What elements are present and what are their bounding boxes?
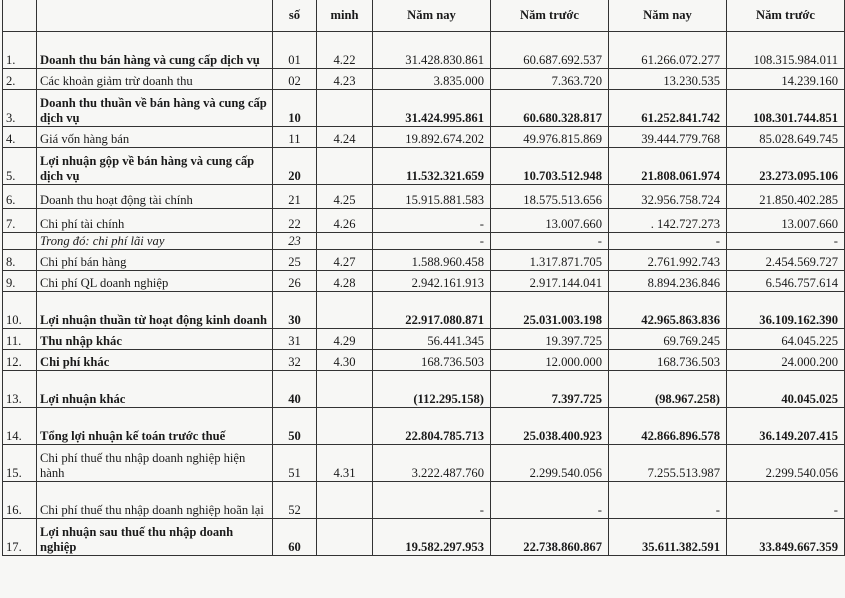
income-statement-table bbox=[2, 0, 845, 556]
value-current-ytd: 7.255.513.987 bbox=[609, 445, 727, 482]
row-note: 4.25 bbox=[317, 185, 373, 209]
row-code: 10 bbox=[273, 90, 317, 127]
row-label: Tổng lợi nhuận kế toán trước thuế bbox=[37, 408, 273, 445]
value-previous-period: 2.299.540.056 bbox=[491, 445, 609, 482]
value-previous-period: 18.575.513.656 bbox=[491, 185, 609, 209]
value-previous-period: 60.680.328.817 bbox=[491, 90, 609, 127]
value-current-period: 2.942.161.913 bbox=[373, 271, 491, 292]
row-code: 51 bbox=[273, 445, 317, 482]
table-row bbox=[3, 127, 845, 148]
header-current-period: Năm nay bbox=[373, 0, 491, 32]
value-previous-ytd: 24.000.200 bbox=[727, 350, 845, 371]
table-row bbox=[3, 408, 845, 445]
table-row bbox=[3, 209, 845, 233]
value-previous-ytd: 6.546.757.614 bbox=[727, 271, 845, 292]
value-current-ytd: 13.230.535 bbox=[609, 69, 727, 90]
row-note bbox=[317, 519, 373, 556]
table-row bbox=[3, 148, 845, 185]
table-row bbox=[3, 519, 845, 556]
row-note: 4.28 bbox=[317, 271, 373, 292]
value-current-period: 22.917.080.871 bbox=[373, 292, 491, 329]
row-number bbox=[3, 233, 37, 250]
value-current-period: 11.532.321.659 bbox=[373, 148, 491, 185]
row-note bbox=[317, 90, 373, 127]
value-current-ytd: 32.956.758.724 bbox=[609, 185, 727, 209]
value-previous-period: 7.363.720 bbox=[491, 69, 609, 90]
value-previous-period: 60.687.692.537 bbox=[491, 32, 609, 69]
value-current-ytd: 39.444.779.768 bbox=[609, 127, 727, 148]
row-number: 4. bbox=[3, 127, 37, 148]
table-row bbox=[3, 185, 845, 209]
value-previous-period: 22.738.860.867 bbox=[491, 519, 609, 556]
value-previous-ytd: - bbox=[727, 233, 845, 250]
row-label: Lợi nhuận sau thuế thu nhập doanh nghiệp bbox=[37, 519, 273, 556]
row-number: 15. bbox=[3, 445, 37, 482]
value-current-ytd: 69.769.245 bbox=[609, 329, 727, 350]
row-note: 4.30 bbox=[317, 350, 373, 371]
row-code: 31 bbox=[273, 329, 317, 350]
value-current-ytd: 42.965.863.836 bbox=[609, 292, 727, 329]
value-previous-period: 2.917.144.041 bbox=[491, 271, 609, 292]
row-code: 60 bbox=[273, 519, 317, 556]
value-previous-ytd: 85.028.649.745 bbox=[727, 127, 845, 148]
table-row bbox=[3, 445, 845, 482]
table-header-row bbox=[3, 0, 845, 32]
row-label: Doanh thu hoạt động tài chính bbox=[37, 185, 273, 209]
value-previous-ytd: 23.273.095.106 bbox=[727, 148, 845, 185]
row-number: 5. bbox=[3, 148, 37, 185]
header-item bbox=[37, 0, 273, 32]
header-previous-ytd: Năm trước bbox=[727, 0, 845, 32]
row-label: Chi phí tài chính bbox=[37, 209, 273, 233]
table-row bbox=[3, 69, 845, 90]
row-number: 14. bbox=[3, 408, 37, 445]
value-current-period: - bbox=[373, 233, 491, 250]
row-code: 21 bbox=[273, 185, 317, 209]
value-current-period: 31.428.830.861 bbox=[373, 32, 491, 69]
value-current-period: 22.804.785.713 bbox=[373, 408, 491, 445]
value-current-ytd: 42.866.896.578 bbox=[609, 408, 727, 445]
row-note: 4.29 bbox=[317, 329, 373, 350]
row-label: Chi phí thuế thu nhập doanh nghiệp hiện hành bbox=[37, 445, 273, 482]
row-note: 4.23 bbox=[317, 69, 373, 90]
table-row bbox=[3, 371, 845, 408]
row-note: 4.26 bbox=[317, 209, 373, 233]
row-number: 13. bbox=[3, 371, 37, 408]
value-previous-ytd: - bbox=[727, 482, 845, 519]
value-previous-ytd: 64.045.225 bbox=[727, 329, 845, 350]
row-note bbox=[317, 371, 373, 408]
row-code: 40 bbox=[273, 371, 317, 408]
value-current-period: 15.915.881.583 bbox=[373, 185, 491, 209]
row-label: Chi phí thuế thu nhập doanh nghiệp hoãn lại bbox=[37, 482, 273, 519]
row-label: Chi phí bán hàng bbox=[37, 250, 273, 271]
row-code: 32 bbox=[273, 350, 317, 371]
row-code: 23 bbox=[273, 233, 317, 250]
row-number: 9. bbox=[3, 271, 37, 292]
header-note: minh bbox=[317, 0, 373, 32]
row-label: Trong đó: chi phí lãi vay bbox=[37, 233, 273, 250]
row-number: 16. bbox=[3, 482, 37, 519]
value-previous-period: 25.038.400.923 bbox=[491, 408, 609, 445]
row-code: 01 bbox=[273, 32, 317, 69]
value-current-period: 31.424.995.861 bbox=[373, 90, 491, 127]
value-current-period: - bbox=[373, 209, 491, 233]
row-note bbox=[317, 292, 373, 329]
row-number: 8. bbox=[3, 250, 37, 271]
row-number: 17. bbox=[3, 519, 37, 556]
row-note: 4.27 bbox=[317, 250, 373, 271]
row-label: Lợi nhuận khác bbox=[37, 371, 273, 408]
header-previous-period: Năm trước bbox=[491, 0, 609, 32]
row-label: Doanh thu bán hàng và cung cấp dịch vụ bbox=[37, 32, 273, 69]
value-previous-period: 25.031.003.198 bbox=[491, 292, 609, 329]
row-label: Giá vốn hàng bán bbox=[37, 127, 273, 148]
row-number: 10. bbox=[3, 292, 37, 329]
row-code: 22 bbox=[273, 209, 317, 233]
row-note bbox=[317, 408, 373, 445]
value-previous-ytd: 14.239.160 bbox=[727, 69, 845, 90]
row-number: 6. bbox=[3, 185, 37, 209]
row-code: 02 bbox=[273, 69, 317, 90]
value-previous-ytd: 33.849.667.359 bbox=[727, 519, 845, 556]
value-current-period: 1.588.960.458 bbox=[373, 250, 491, 271]
row-code: 11 bbox=[273, 127, 317, 148]
row-note: 4.31 bbox=[317, 445, 373, 482]
value-current-period: - bbox=[373, 482, 491, 519]
value-previous-period: - bbox=[491, 482, 609, 519]
value-previous-period: 12.000.000 bbox=[491, 350, 609, 371]
row-note bbox=[317, 482, 373, 519]
value-current-ytd: 61.252.841.742 bbox=[609, 90, 727, 127]
value-current-period: 19.892.674.202 bbox=[373, 127, 491, 148]
table-row bbox=[3, 250, 845, 271]
value-previous-period: 1.317.871.705 bbox=[491, 250, 609, 271]
header-current-ytd: Năm nay bbox=[609, 0, 727, 32]
row-label: Doanh thu thuần về bán hàng và cung cấp dịch vụ bbox=[37, 90, 273, 127]
table-row bbox=[3, 350, 845, 371]
value-previous-ytd: 2.299.540.056 bbox=[727, 445, 845, 482]
value-current-period: (112.295.158) bbox=[373, 371, 491, 408]
row-number: 12. bbox=[3, 350, 37, 371]
value-current-period: 3.222.487.760 bbox=[373, 445, 491, 482]
row-note: 4.22 bbox=[317, 32, 373, 69]
row-label: Chi phí QL doanh nghiệp bbox=[37, 271, 273, 292]
value-previous-ytd: 13.007.660 bbox=[727, 209, 845, 233]
value-previous-ytd: 40.045.025 bbox=[727, 371, 845, 408]
value-previous-ytd: 36.109.162.390 bbox=[727, 292, 845, 329]
value-current-ytd: 21.808.061.974 bbox=[609, 148, 727, 185]
table-row bbox=[3, 90, 845, 127]
value-previous-ytd: 36.149.207.415 bbox=[727, 408, 845, 445]
value-current-ytd: 35.611.382.591 bbox=[609, 519, 727, 556]
row-label: Thu nhập khác bbox=[37, 329, 273, 350]
value-current-ytd: - bbox=[609, 482, 727, 519]
value-current-period: 56.441.345 bbox=[373, 329, 491, 350]
row-code: 26 bbox=[273, 271, 317, 292]
value-current-ytd: (98.967.258) bbox=[609, 371, 727, 408]
row-label: Lợi nhuận gộp về bán hàng và cung cấp dịch vụ bbox=[37, 148, 273, 185]
row-number: 11. bbox=[3, 329, 37, 350]
value-current-period: 19.582.297.953 bbox=[373, 519, 491, 556]
row-code: 52 bbox=[273, 482, 317, 519]
row-number: 1. bbox=[3, 32, 37, 69]
value-current-period: 168.736.503 bbox=[373, 350, 491, 371]
value-previous-period: 10.703.512.948 bbox=[491, 148, 609, 185]
value-previous-ytd: 2.454.569.727 bbox=[727, 250, 845, 271]
row-code: 20 bbox=[273, 148, 317, 185]
row-label: Các khoản giảm trừ doanh thu bbox=[37, 69, 273, 90]
row-note bbox=[317, 148, 373, 185]
value-current-ytd: 168.736.503 bbox=[609, 350, 727, 371]
row-code: 50 bbox=[273, 408, 317, 445]
value-previous-period: 19.397.725 bbox=[491, 329, 609, 350]
header-stt bbox=[3, 0, 37, 32]
row-number: 3. bbox=[3, 90, 37, 127]
row-number: 7. bbox=[3, 209, 37, 233]
row-label: Chi phí khác bbox=[37, 350, 273, 371]
value-previous-period: 7.397.725 bbox=[491, 371, 609, 408]
value-previous-ytd: 21.850.402.285 bbox=[727, 185, 845, 209]
value-current-ytd: - bbox=[609, 233, 727, 250]
row-label: Lợi nhuận thuần từ hoạt động kinh doanh bbox=[37, 292, 273, 329]
row-note: 4.24 bbox=[317, 127, 373, 148]
table-row bbox=[3, 271, 845, 292]
value-previous-ytd: 108.301.744.851 bbox=[727, 90, 845, 127]
value-previous-period: 49.976.815.869 bbox=[491, 127, 609, 148]
row-code: 25 bbox=[273, 250, 317, 271]
table-row bbox=[3, 32, 845, 69]
value-current-ytd: . 142.727.273 bbox=[609, 209, 727, 233]
row-number: 2. bbox=[3, 69, 37, 90]
table-row bbox=[3, 329, 845, 350]
header-code: số bbox=[273, 0, 317, 32]
value-current-ytd: 61.266.072.277 bbox=[609, 32, 727, 69]
value-current-ytd: 8.894.236.846 bbox=[609, 271, 727, 292]
value-previous-period: - bbox=[491, 233, 609, 250]
value-current-period: 3.835.000 bbox=[373, 69, 491, 90]
value-previous-period: 13.007.660 bbox=[491, 209, 609, 233]
table-row bbox=[3, 292, 845, 329]
value-previous-ytd: 108.315.984.011 bbox=[727, 32, 845, 69]
row-note bbox=[317, 233, 373, 250]
value-current-ytd: 2.761.992.743 bbox=[609, 250, 727, 271]
income-statement-sheet bbox=[2, 0, 844, 556]
table-row bbox=[3, 482, 845, 519]
table-row bbox=[3, 233, 845, 250]
row-code: 30 bbox=[273, 292, 317, 329]
